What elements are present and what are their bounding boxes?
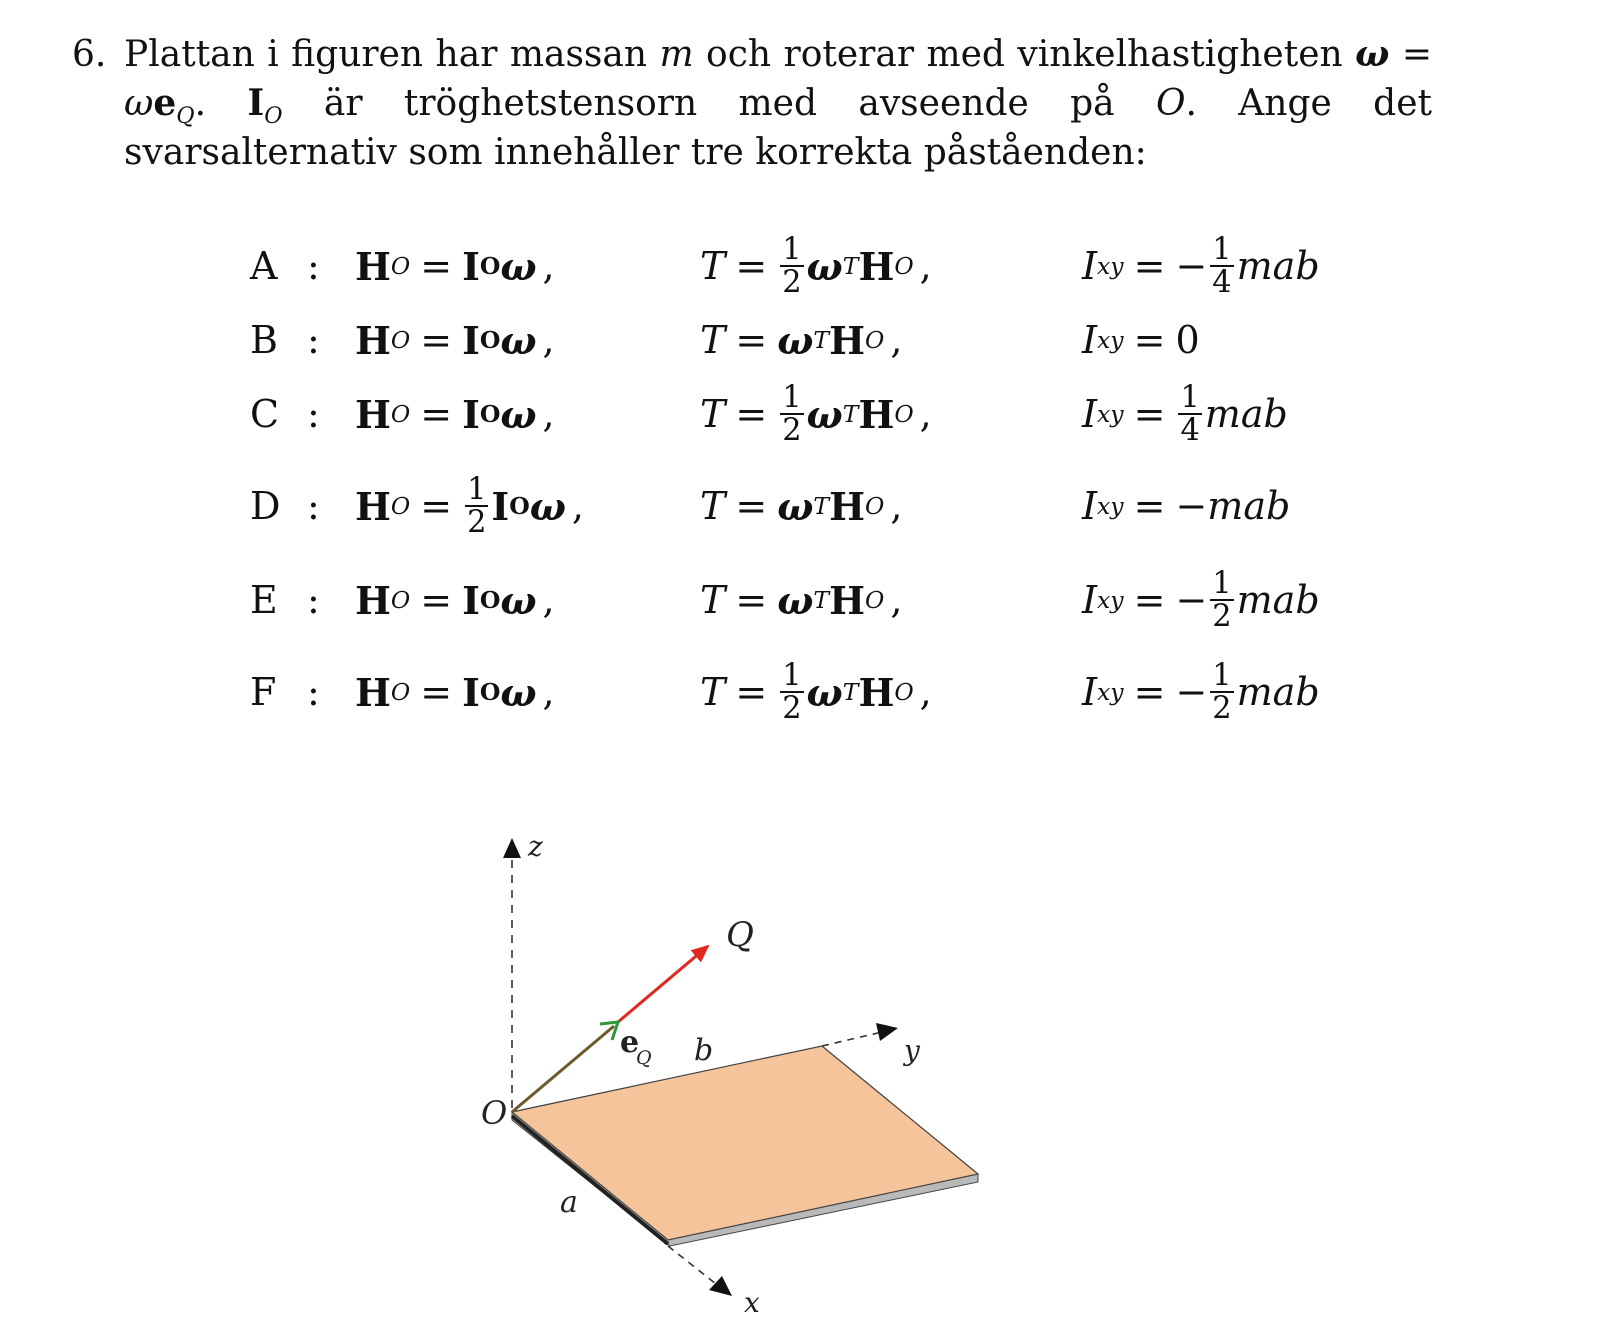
label-q: Q bbox=[726, 915, 754, 955]
i-symbol: I bbox=[462, 669, 480, 715]
omega-symbol: ω bbox=[777, 483, 814, 529]
z-axis-arrowhead bbox=[503, 838, 521, 858]
denominator: 2 bbox=[782, 413, 802, 448]
equals: = bbox=[735, 244, 768, 288]
ixy-symbol: I bbox=[1082, 670, 1098, 714]
option-colon: : bbox=[307, 670, 320, 714]
x-axis-arrowhead bbox=[709, 1276, 732, 1296]
i-symbol: I bbox=[462, 577, 480, 623]
equals: = bbox=[735, 578, 768, 622]
equals: = bbox=[1389, 34, 1433, 75]
omega-symbol: ω bbox=[806, 391, 843, 437]
text-part: och roterar med vinkelhastigheten bbox=[693, 34, 1356, 75]
equals: = bbox=[735, 670, 768, 714]
t-symbol: T bbox=[700, 244, 726, 288]
h-symbol: H bbox=[355, 317, 391, 363]
equals: = bbox=[420, 578, 453, 622]
omega-symbol: ω bbox=[500, 391, 537, 437]
omega-symbol: ω bbox=[500, 317, 537, 363]
comma: , bbox=[890, 318, 903, 362]
omega-symbol: ω bbox=[806, 243, 843, 289]
comma: , bbox=[542, 244, 555, 288]
omega-scalar: ω bbox=[124, 83, 154, 124]
i-symbol: I bbox=[462, 391, 480, 437]
comma: , bbox=[571, 484, 584, 528]
kinetic-energy-expr: T = ω T H O , bbox=[700, 483, 903, 529]
label-e: e bbox=[620, 1025, 640, 1060]
problem-number: 6. bbox=[72, 34, 107, 75]
option-label: C bbox=[250, 392, 280, 436]
text-part: . Ange det svarsalternativ som innehåller tre korrekta påståenden: bbox=[124, 83, 1432, 173]
plate-top bbox=[512, 1046, 978, 1240]
omega-symbol: ω bbox=[777, 317, 814, 363]
h-symbol: H bbox=[858, 391, 895, 437]
t-symbol: T bbox=[700, 578, 726, 622]
y-axis-arrowhead bbox=[876, 1023, 898, 1041]
equals: = bbox=[1133, 578, 1166, 622]
h-symbol: H bbox=[829, 577, 866, 623]
h-symbol: H bbox=[355, 577, 391, 623]
mab: mab bbox=[1207, 484, 1291, 528]
q-direction-arrow bbox=[618, 946, 708, 1022]
h-symbol: H bbox=[858, 669, 895, 715]
h-symbol: H bbox=[355, 483, 391, 529]
t-symbol: T bbox=[700, 392, 726, 436]
denominator: 2 bbox=[1212, 599, 1232, 634]
option-label: E bbox=[250, 578, 278, 622]
h-symbol: H bbox=[355, 669, 391, 715]
inertia-tensor: I bbox=[247, 82, 265, 124]
equals: = bbox=[1133, 318, 1166, 362]
angular-momentum-expr: H O = $\frac{1}{2}$ I O ω , bbox=[355, 471, 584, 540]
comma: , bbox=[542, 392, 555, 436]
option-colon: : bbox=[307, 318, 320, 362]
i-symbol: I bbox=[462, 243, 480, 289]
option-label: D bbox=[250, 484, 281, 528]
h-symbol: H bbox=[355, 391, 391, 437]
var-m: m bbox=[659, 34, 694, 75]
y-axis bbox=[822, 1032, 882, 1046]
sub-q: Q bbox=[176, 102, 195, 129]
h-symbol: H bbox=[858, 243, 895, 289]
numerator: 1 bbox=[782, 379, 802, 415]
kinetic-energy-expr: T = $\frac{1}{2}$ ω T H O , bbox=[700, 657, 932, 726]
equals: = bbox=[420, 484, 453, 528]
label-o: O bbox=[481, 1094, 508, 1132]
label-y: y bbox=[904, 1034, 920, 1067]
option-colon: : bbox=[307, 484, 320, 528]
numerator: 1 bbox=[1212, 565, 1232, 601]
angular-momentum-expr: H O = I O ω , bbox=[355, 391, 555, 437]
angular-momentum-expr: H O = I O ω , bbox=[355, 243, 555, 289]
equals: = bbox=[735, 318, 768, 362]
mab: mab bbox=[1236, 670, 1320, 714]
option-label: B bbox=[250, 318, 278, 362]
omega-symbol: ω bbox=[500, 243, 537, 289]
kinetic-energy-expr: T = $\frac{1}{2}$ ω T H O , bbox=[700, 231, 932, 300]
angular-momentum-expr: H O = I O ω , bbox=[355, 577, 555, 623]
label-z: z bbox=[528, 830, 543, 863]
numerator: 1 bbox=[1212, 657, 1232, 693]
comma: , bbox=[890, 484, 903, 528]
equals: = bbox=[735, 484, 768, 528]
t-symbol: T bbox=[700, 318, 726, 362]
numerator: 1 bbox=[1180, 379, 1200, 415]
label-b: b bbox=[694, 1033, 714, 1068]
omega-vector: ω bbox=[1355, 33, 1390, 75]
i-symbol: I bbox=[462, 317, 480, 363]
option-label: F bbox=[250, 670, 277, 714]
i-symbol: I bbox=[491, 483, 510, 529]
text-part: är tröghetstensorn med avseende på bbox=[282, 83, 1156, 124]
omega-symbol: ω bbox=[500, 669, 537, 715]
product-of-inertia-expr: I xy = − $\frac{1}{2}$ mab bbox=[1082, 565, 1320, 634]
equals: = bbox=[1133, 670, 1166, 714]
comma: , bbox=[919, 670, 932, 714]
ixy-symbol: I bbox=[1082, 244, 1098, 288]
equals: = bbox=[735, 392, 768, 436]
product-of-inertia-expr: I xy = − mab bbox=[1082, 484, 1291, 528]
comma: , bbox=[919, 244, 932, 288]
denominator: 2 bbox=[1212, 691, 1232, 726]
numerator: 1 bbox=[1212, 231, 1232, 267]
kinetic-energy-expr: T = ω T H O , bbox=[700, 317, 903, 363]
numerator: 1 bbox=[782, 657, 802, 693]
period: . bbox=[194, 83, 207, 124]
equals: = bbox=[420, 670, 453, 714]
numerator: 1 bbox=[782, 231, 802, 267]
denominator: 4 bbox=[1212, 265, 1232, 300]
sign: − bbox=[1175, 578, 1208, 622]
product-of-inertia-expr: I xy = − $\frac{1}{2}$ mab bbox=[1082, 657, 1320, 726]
h-symbol: H bbox=[355, 243, 391, 289]
point-o: O bbox=[1156, 83, 1186, 124]
denominator: 2 bbox=[782, 691, 802, 726]
ixy-symbol: I bbox=[1082, 318, 1098, 362]
comma: , bbox=[919, 392, 932, 436]
comma: , bbox=[890, 578, 903, 622]
angular-momentum-expr: H O = I O ω , bbox=[355, 669, 555, 715]
mab: mab bbox=[1236, 578, 1320, 622]
equals: = bbox=[1133, 484, 1166, 528]
option-colon: : bbox=[307, 244, 320, 288]
ixy-symbol: I bbox=[1082, 392, 1098, 436]
mab: mab bbox=[1236, 244, 1320, 288]
product-of-inertia-expr: I xy = 0 bbox=[1082, 318, 1200, 362]
equals: = bbox=[420, 244, 453, 288]
sign: − bbox=[1175, 484, 1208, 528]
omega-symbol: ω bbox=[777, 577, 814, 623]
denominator: 2 bbox=[782, 265, 802, 300]
mab: mab bbox=[1204, 392, 1288, 436]
omega-symbol: ω bbox=[806, 669, 843, 715]
omega-symbol: ω bbox=[500, 577, 537, 623]
h-symbol: H bbox=[829, 483, 866, 529]
x-axis bbox=[668, 1246, 716, 1284]
unit-vector-e: e bbox=[153, 82, 177, 124]
denominator: 2 bbox=[467, 505, 487, 540]
sub-o: O bbox=[264, 102, 283, 129]
equals: = bbox=[1133, 392, 1166, 436]
option-label: A bbox=[250, 244, 278, 288]
product-of-inertia-expr: I xy = $\frac{1}{4}$ mab bbox=[1082, 379, 1288, 448]
kinetic-energy-expr: T = $\frac{1}{2}$ ω T H O , bbox=[700, 379, 932, 448]
comma: , bbox=[542, 578, 555, 622]
equals: = bbox=[1133, 244, 1166, 288]
h-symbol: H bbox=[829, 317, 866, 363]
label-e-sub: Q bbox=[636, 1047, 652, 1069]
ixy-symbol: I bbox=[1082, 484, 1098, 528]
t-symbol: T bbox=[700, 484, 726, 528]
ixy-symbol: I bbox=[1082, 578, 1098, 622]
product-of-inertia-expr: I xy = − $\frac{1}{4}$ mab bbox=[1082, 231, 1320, 300]
t-symbol: T bbox=[700, 670, 726, 714]
equals: = bbox=[420, 318, 453, 362]
sign: − bbox=[1175, 670, 1208, 714]
kinetic-energy-expr: T = ω T H O , bbox=[700, 577, 903, 623]
angular-momentum-expr: H O = I O ω , bbox=[355, 317, 555, 363]
option-colon: : bbox=[307, 392, 320, 436]
option-colon: : bbox=[307, 578, 320, 622]
label-x: x bbox=[744, 1286, 760, 1319]
equals: = bbox=[420, 392, 453, 436]
label-a: a bbox=[560, 1185, 578, 1220]
numerator: 1 bbox=[467, 471, 487, 507]
omega-symbol: ω bbox=[529, 483, 566, 529]
text-part: Plattan i figuren har massan bbox=[124, 34, 660, 75]
denominator: 4 bbox=[1180, 413, 1200, 448]
comma: , bbox=[542, 670, 555, 714]
sign: − bbox=[1175, 244, 1208, 288]
zero: 0 bbox=[1175, 318, 1200, 362]
comma: , bbox=[542, 318, 555, 362]
